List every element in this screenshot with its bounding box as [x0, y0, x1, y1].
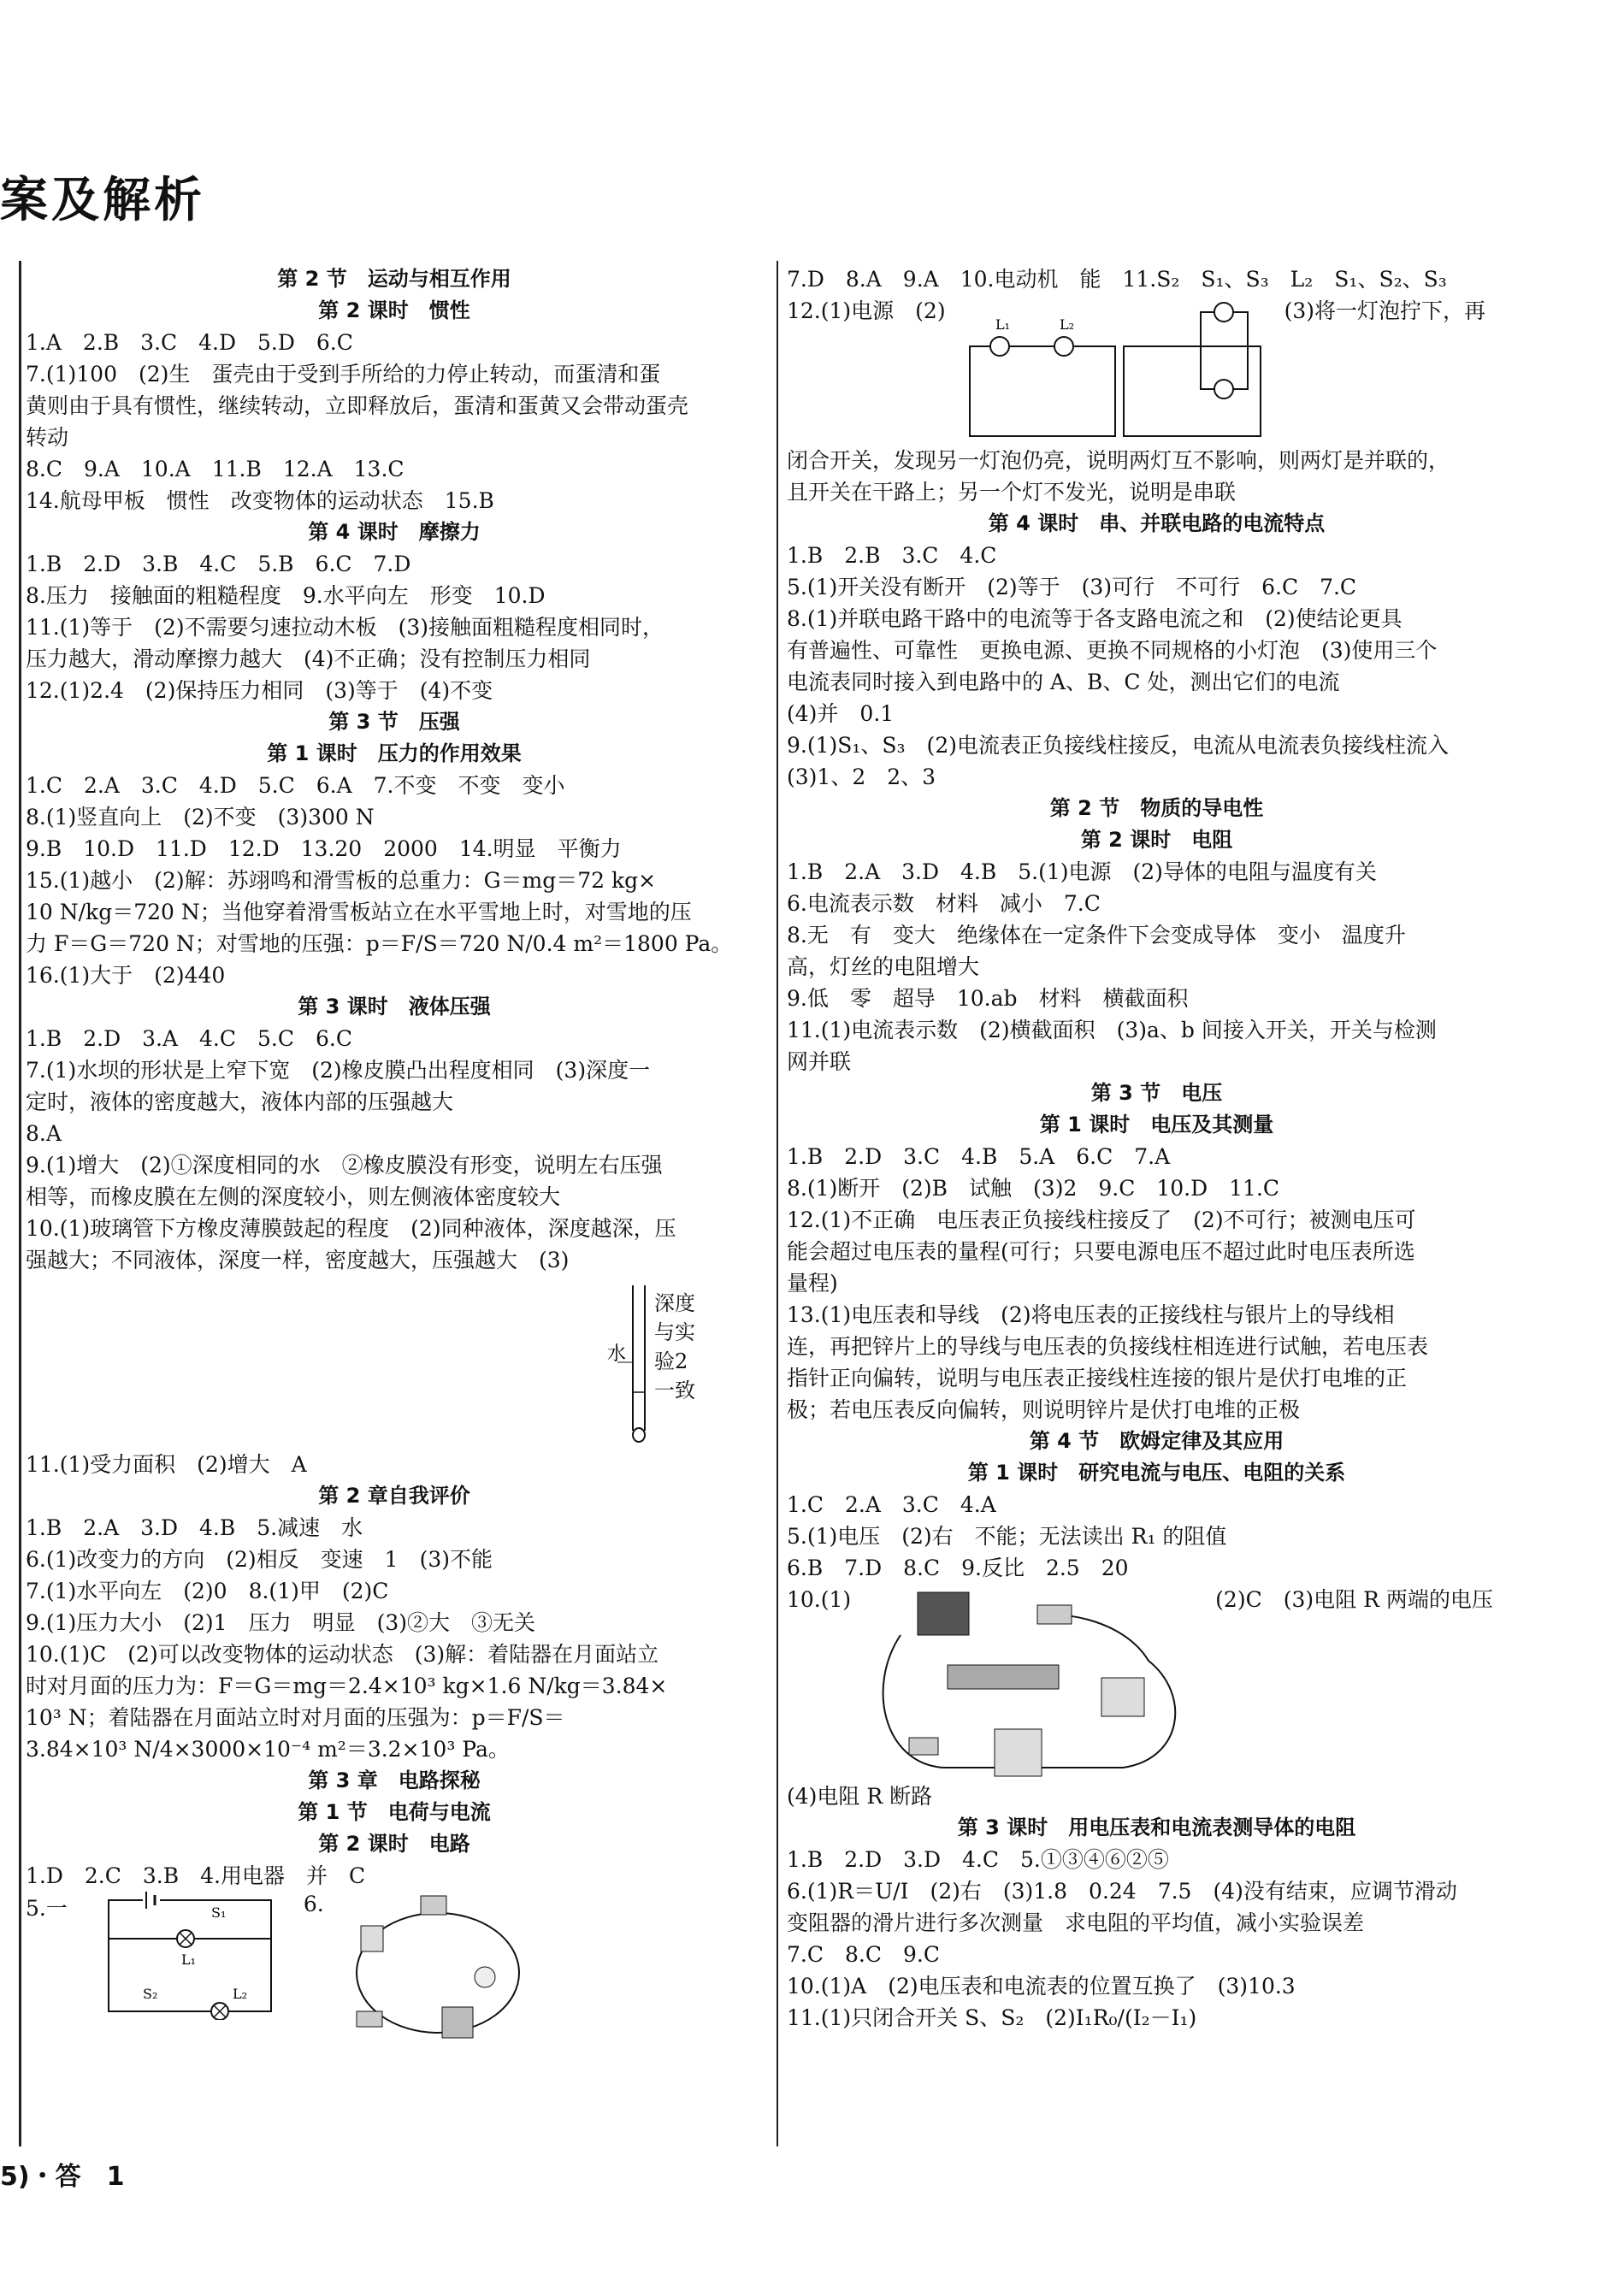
answer-line: 7.(1)水平向左 (2)0 8.(1)甲 (2)C: [26, 1579, 389, 1603]
section-heading: 第 1 节 电荷与电流: [298, 1800, 491, 1824]
switch-s1-label: S₁: [210, 1904, 227, 1921]
answer-line: 7.(1)100 (2)生 蛋壳由于受到手所给的力停止转动，而蛋清和蛋: [26, 362, 661, 387]
answer-line: 10.(1): [787, 1587, 852, 1612]
answer-line: 8.无 有 变大 绝缘体在一定条件下会变成导体 变小 温度升: [787, 923, 1406, 948]
section-heading: 第 2 节 物质的导电性: [1049, 796, 1264, 820]
question-label: 6.: [303, 1892, 324, 1916]
answer-line: 能会超过电压表的量程(可行；只要电源电压不超过此时电压表所选: [787, 1239, 1415, 1264]
answer-line: 1.A 2.B 3.C 4.D 5.D 6.C: [26, 330, 353, 355]
lesson-heading: 第 2 课时 电阻: [1080, 828, 1233, 852]
lesson-heading: 第 1 课时 研究电流与电压、电阻的关系: [967, 1461, 1346, 1485]
experiment-circuit-photo: [866, 1584, 1200, 1780]
lesson-heading: 第 3 课时 用电压表和电流表测导体的电阻: [957, 1816, 1356, 1839]
circuit-figures: [26, 1892, 763, 2046]
answer-line: 6.电流表示数 材料 减小 7.C: [787, 891, 1101, 916]
lesson-heading: 第 1 课时 压力的作用效果: [267, 741, 522, 765]
answer-line: 15.(1)越小 (2)解：苏翊鸣和滑雪板的总重力：G＝mg＝72 kg×: [26, 868, 657, 893]
answer-line: 时对月面的压力为：F＝G＝mg＝2.4×10³ kg×1.6 N/kg＝3.84×: [26, 1674, 668, 1698]
left-margin-rule: [0, 261, 21, 2146]
answer-line: 压力越大，滑动摩擦力越大 (4)不正确；没有控制压力相同: [26, 647, 591, 671]
answer-line: 闭合开关，发现另一灯泡仍亮，说明两灯互不影响，则两灯是并联的，: [787, 448, 1450, 473]
section-heading: 第 2 节 运动与相互作用: [277, 267, 511, 291]
answer-line: 且开关在干路上；另一个灯不发光，说明是串联: [787, 480, 1237, 505]
q12-row: [787, 295, 1527, 445]
lesson-heading: 第 4 课时 摩擦力: [308, 520, 481, 544]
switch-s2-label: S₂: [142, 1986, 158, 2002]
answer-line: 10.(1)A (2)电压表和电流表的位置互换了 (3)10.3: [787, 1974, 1296, 1999]
answer-line: 8.(1)竖直向上 (2)不变 (3)300 N: [26, 805, 375, 830]
answer-line: 极；若电压表反向偏转，则说明锌片是伏打电堆的正极: [787, 1397, 1301, 1422]
answer-line: 网并联: [787, 1049, 852, 1074]
answer-line: 1.B 2.D 3.A 4.C 5.C 6.C: [26, 1026, 352, 1051]
answer-line: 7.(1)水坝的形状是上窄下宽 (2)橡皮膜凸出程度相同 (3)深度一: [26, 1058, 651, 1083]
answer-line: 转动: [26, 425, 69, 450]
answer-line: 连，再把锌片上的导线与电压表的负接线柱相连进行试触，若电压表: [787, 1334, 1429, 1359]
answer-line: 12.(1)电源 (2): [787, 298, 946, 323]
section-heading: 第 2 章自我评价: [318, 1484, 470, 1508]
answer-line: 1.C 2.A 3.C 4.D 5.C 6.A 7.不变 不变 变小: [26, 773, 565, 798]
answer-line: (4)电阻 R 断路: [787, 1784, 933, 1809]
answer-line: (3)1、2 2、3: [787, 765, 936, 789]
answer-line: 电流表同时接入到电路中的 A、B、C 处，测出它们的电流: [787, 670, 1340, 694]
answer-line: 13.(1)电压表和导线 (2)将电压表的正接线柱与银片上的导线相: [787, 1302, 1395, 1327]
question-label: 5.一: [26, 1896, 68, 1921]
answer-line: 1.B 2.D 3.C 4.B 5.A 6.C 7.A: [787, 1144, 1171, 1169]
series-l1-label: L₁: [995, 316, 1010, 333]
column-divider: [777, 261, 778, 2146]
series-l2-label: L₂: [1059, 316, 1074, 333]
answer-line: 5.(1)开关没有断开 (2)等于 (3)可行 不可行 6.C 7.C: [787, 575, 1357, 599]
answer-line: 10 N/kg＝720 N；当他穿着滑雪板站立在水平雪地上时，对雪地的压: [26, 900, 692, 924]
answer-line: 14.航母甲板 惯性 改变物体的运动状态 15.B: [26, 488, 494, 513]
answer-line: 1.B 2.A 3.D 4.B 5.(1)电源 (2)导体的电阻与温度有关: [787, 859, 1377, 884]
answer-line: 9.B 10.D 11.D 12.D 13.20 2000 14.明显 平衡力: [26, 836, 622, 861]
answer-line: 7.D 8.A 9.A 10.电动机 能 11.S₂ S₁、S₃ L₂ S₁、S₂、S₃: [787, 267, 1447, 292]
lesson-heading: 第 2 课时 电路: [318, 1832, 470, 1856]
answer-line: 11.(1)等于 (2)不需要匀速拉动木板 (3)接触面粗糙程度相同时，: [26, 615, 664, 640]
answer-line: 9.(1)S₁、S₃ (2)电流表正负接线柱接反，电流从电流表负接线柱流入: [787, 733, 1449, 758]
answer-line: 10.(1)玻璃管下方橡皮薄膜鼓起的程度 (2)同种液体，深度越深，压: [26, 1216, 676, 1241]
answer-line: 10.(1)C (2)可以改变物体的运动状态 (3)解：着陆器在月面站立: [26, 1642, 659, 1667]
answer-line: 11.(1)受力面积 (2)增大 A: [26, 1452, 307, 1477]
depth-note: 深度与实验2一致: [654, 1291, 695, 1402]
page-footer: 5)・答 1: [0, 2162, 125, 2192]
answer-line: 6.(1)改变力的方向 (2)相反 变速 1 (3)不能: [26, 1547, 493, 1572]
answer-line: 8.压力 接触面的粗糙程度 9.水平向左 形变 10.D: [26, 583, 546, 608]
answer-line: 黄则由于具有惯性，继续转动，立即释放后，蛋清和蛋黄又会带动蛋壳: [26, 393, 689, 418]
answer-line: 1.C 2.A 3.C 4.A: [787, 1492, 996, 1517]
lesson-heading: 第 2 课时 惯性: [318, 298, 470, 322]
q10-row: [787, 1584, 1527, 1780]
answer-line: 1.B 2.B 3.C 4.C: [787, 543, 997, 568]
answer-line: (4)并 0.1: [787, 701, 895, 726]
answer-line: 5.(1)电压 (2)右 不能；无法读出 R₁ 的阻值: [787, 1524, 1227, 1549]
answer-line: 量程): [787, 1271, 838, 1296]
answer-line: 强越大；不同液体，深度一样，密度越大，压强越大 (3): [26, 1248, 570, 1272]
answer-line: 11.(1)只闭合开关 S、S₂ (2)I₁R₀/(I₂－I₁): [787, 2005, 1197, 2030]
answer-line: 12.(1)2.4 (2)保持压力相同 (3)等于 (4)不变: [26, 678, 493, 703]
left-column: [26, 263, 763, 2046]
answer-line: 3.84×10³ N/4×3000×10⁻⁴ m²＝3.2×10³ Pa。: [26, 1737, 510, 1762]
lesson-heading: 第 3 课时 液体压强: [298, 995, 491, 1019]
answer-line: 高，灯丝的电阻增大: [787, 954, 980, 979]
answer-line: 6.(1)R＝U/I (2)右 (3)1.8 0.24 7.5 (4)没有结束，应调节滑动: [787, 1879, 1457, 1904]
answer-line: 相等，而橡皮膜在左侧的深度较小，则左侧液体密度较大: [26, 1184, 561, 1209]
answer-line: 1.B 2.D 3.B 4.C 5.B 6.C 7.D: [26, 552, 411, 576]
answer-line: 16.(1)大于 (2)440: [26, 963, 226, 988]
answer-line: 8.C 9.A 10.A 11.B 12.A 13.C: [26, 457, 405, 481]
answer-line: 9.低 零 超导 10.ab 材料 横截面积: [787, 986, 1189, 1011]
answer-line: (3)将一灯泡拧下，再: [1284, 298, 1486, 323]
right-column: [787, 263, 1527, 2034]
section-heading: 第 3 节 压强: [328, 710, 460, 734]
answer-line: 9.(1)增大 (2)①深度相同的水 ②橡皮膜没有形变，说明左右压强: [26, 1153, 663, 1178]
lesson-heading: 第 1 课时 电压及其测量: [1039, 1113, 1274, 1137]
series-parallel-circuits: [961, 295, 1269, 445]
answer-line: 12.(1)不正确 电压表正负接线柱接反了 (2)不可行；被测电压可: [787, 1207, 1416, 1232]
lesson-heading: 第 4 课时 串、并联电路的电流特点: [988, 511, 1326, 535]
page-title: 案及解析: [0, 173, 205, 228]
answer-line: 8.(1)并联电路干路中的电流等于各支路电流之和 (2)使结论更具: [787, 606, 1403, 631]
answer-line: 有普遍性、可靠性 更换电源、更换不同规格的小灯泡 (3)使用三个: [787, 638, 1438, 663]
answer-line: 指针正向偏转，说明与电压表正接线柱连接的银片是伏打电堆的正: [787, 1366, 1408, 1390]
answer-line: 力 F＝G＝720 N；对雪地的压强：p＝F/S＝720 N/0.4 m²＝1800 Pa。: [26, 931, 733, 956]
answer-line: 8.(1)断开 (2)B 试触 (3)2 9.C 10.D 11.C: [787, 1176, 1280, 1201]
lamp-l1-label: L₁: [180, 1951, 196, 1968]
answer-line: 1.B 2.A 3.D 4.B 5.减速 水: [26, 1515, 363, 1540]
chapter-heading: 第 3 章 电路探秘: [308, 1768, 481, 1792]
answer-line: 9.(1)压力大小 (2)1 压力 明显 (3)②大 ③无关: [26, 1610, 535, 1635]
circuit-photo-q6: [340, 1892, 536, 2046]
answer-line: 变阻器的滑片进行多次测量 求电阻的平均值，减小实验误差: [787, 1910, 1365, 1935]
water-label: 水: [607, 1343, 627, 1365]
answer-line: 7.C 8.C 9.C: [787, 1942, 940, 1967]
section-heading: 第 3 节 电压: [1090, 1081, 1223, 1105]
answer-line: (2)C (3)电阻 R 两端的电压: [1215, 1587, 1493, 1612]
answer-line: 11.(1)电流表示数 (2)横截面积 (3)a、b 间接入开关，开关与检测: [787, 1018, 1437, 1042]
lamp-l2-label: L₂: [232, 1986, 247, 2002]
answer-line: 1.B 2.D 3.D 4.C 5.①③④⑥②⑤: [787, 1847, 1169, 1872]
answer-line: 10³ N；着陆器在月面站立时对月面的压强为：p＝F/S＝: [26, 1705, 565, 1730]
circuit-diagram-q5: [83, 1892, 288, 2020]
answer-line: 1.D 2.C 3.B 4.用电器 并 C: [26, 1863, 366, 1888]
answer-line: 6.B 7.D 8.C 9.反比 2.5 20: [787, 1556, 1129, 1580]
answer-line: 定时，液体的密度越大，液体内部的压强越大: [26, 1089, 454, 1114]
section-heading: 第 4 节 欧姆定律及其应用: [1029, 1429, 1284, 1453]
answer-line: 8.A: [26, 1121, 62, 1146]
